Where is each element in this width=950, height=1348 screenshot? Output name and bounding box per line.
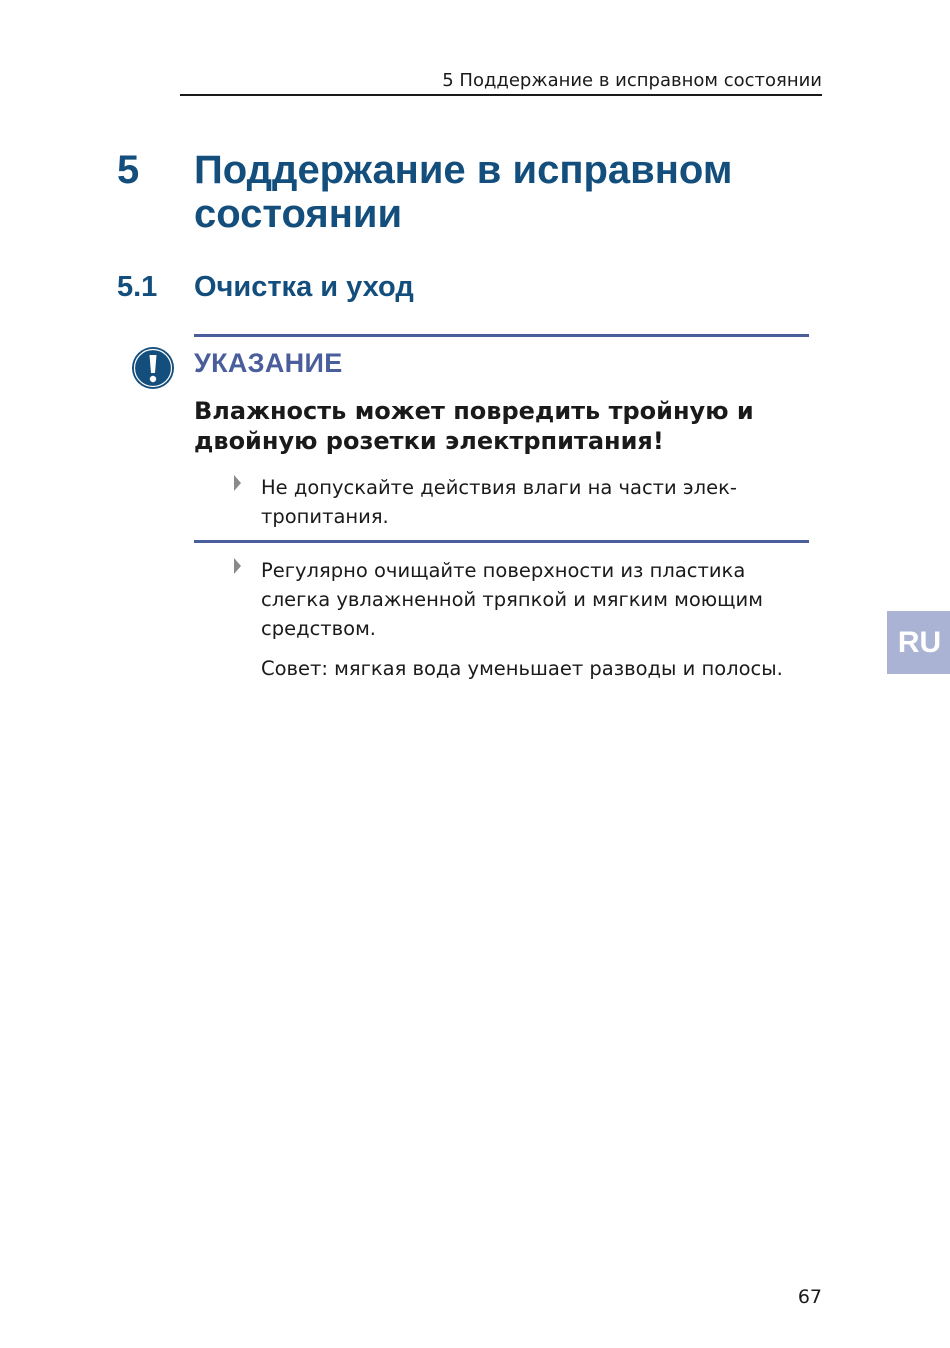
bullet-triangle-icon (233, 474, 243, 492)
bullet-triangle-icon (233, 557, 243, 575)
instruction-item: Регулярно очищайте поверхности из пластика слегка увлажненной тряпкой и мягким моющим средством. (261, 559, 763, 640)
chapter-title: Поддержание в исправном состоянии (194, 148, 733, 236)
tip-text: Совет: мягкая вода уменьшает разводы и полосы. (261, 657, 783, 680)
running-header: 5 Поддержание в исправном состоянии (442, 70, 822, 91)
notice-top-rule (194, 334, 809, 337)
notice-item: Не допускайте действия влаги на части элек-тропитания. (261, 476, 737, 528)
language-tab: RU (887, 611, 950, 674)
notice-label: УКАЗАНИЕ (194, 348, 343, 378)
header-rule (180, 94, 822, 96)
chapter-number: 5 (117, 148, 140, 192)
notice-bottom-rule (194, 540, 809, 543)
page-number: 67 (797, 1286, 822, 1308)
notice-heading: Влажность может повредить тройную и двойную розетки электрпитания! (194, 397, 754, 455)
section-title: Очистка и уход (194, 271, 414, 303)
exclamation-circle-icon (131, 346, 175, 390)
section-number: 5.1 (117, 271, 158, 303)
